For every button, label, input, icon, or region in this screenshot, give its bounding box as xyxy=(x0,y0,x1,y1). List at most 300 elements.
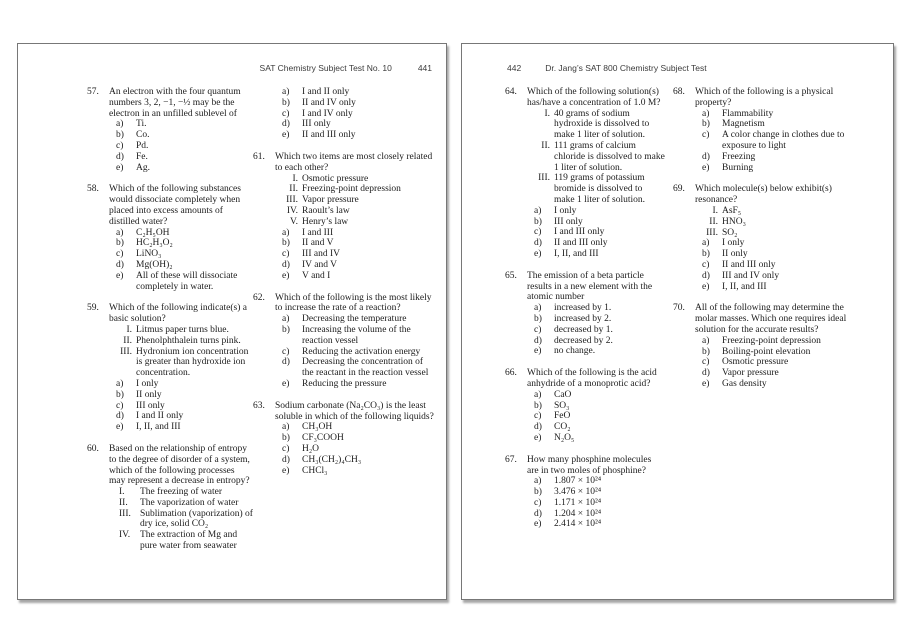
roman-item xyxy=(87,509,253,531)
question-number: 61. xyxy=(253,151,265,162)
option-letter: e) xyxy=(702,378,710,389)
option-text: III only xyxy=(302,119,331,130)
roman-item xyxy=(253,184,434,195)
option-letter: b) xyxy=(282,238,290,249)
question-stem: Which of the following substances would dissociate completely when placed into excess amounts of distilled water? xyxy=(109,184,241,227)
option-item xyxy=(253,228,434,239)
question-64 xyxy=(505,87,665,260)
roman-numeral: I. xyxy=(119,487,125,498)
option-text: Decreasing the temperature xyxy=(302,314,407,325)
option-text: Vapor pressure xyxy=(722,368,779,379)
option-text: CHCl₃ xyxy=(302,465,328,476)
option-letter: d) xyxy=(116,259,124,270)
option-letter: c) xyxy=(116,249,124,260)
option-item xyxy=(253,466,434,477)
option-text: CH₃(CH₂)₄CH₃ xyxy=(302,454,362,465)
option-text: HC₂H₃O₂ xyxy=(136,238,173,249)
page-columns xyxy=(462,87,893,541)
question-63 xyxy=(253,401,434,477)
option-item xyxy=(253,347,434,358)
option-letter: a) xyxy=(534,205,542,216)
option-letter: a) xyxy=(282,227,290,238)
option-letter: c) xyxy=(534,411,542,422)
option-item xyxy=(87,249,253,260)
roman-item xyxy=(673,206,851,217)
question-number: 60. xyxy=(87,443,99,454)
option-item xyxy=(87,141,253,152)
question-68 xyxy=(673,87,851,173)
option-item xyxy=(505,401,665,412)
option-text: Fe. xyxy=(136,151,148,162)
option-item xyxy=(505,433,665,444)
option-item xyxy=(253,260,434,271)
option-item xyxy=(673,109,851,120)
question-number: 67. xyxy=(505,454,517,465)
option-text: A color change in clothes due to exposure to light xyxy=(722,130,845,151)
option-item xyxy=(673,260,851,271)
option-text: decreased by 2. xyxy=(554,335,613,346)
question-65 xyxy=(505,271,665,357)
option-item xyxy=(505,487,665,498)
option-item xyxy=(505,422,665,433)
option-letter: a) xyxy=(282,422,290,433)
option-letter: e) xyxy=(534,248,542,259)
option-item xyxy=(87,163,253,174)
option-letter: a) xyxy=(116,227,124,238)
question-head xyxy=(505,368,665,390)
option-text: Flammability xyxy=(722,108,774,119)
option-text: I only xyxy=(136,378,159,389)
option-item xyxy=(673,152,851,163)
option-letter: d) xyxy=(282,357,290,368)
option-item xyxy=(87,130,253,141)
question-stem: Which two items are most closely related to each other? xyxy=(275,151,433,173)
option-text: II and III only xyxy=(302,130,356,141)
question-head xyxy=(505,87,665,109)
question-stem: Which of the following is the acid anhydride of a monoprotic acid? xyxy=(527,368,657,389)
option-letter: c) xyxy=(282,346,290,357)
roman-numeral: V. xyxy=(289,216,298,227)
question-stem: Which of the following is the most likely to increase the rate of a reaction? xyxy=(275,292,432,314)
option-text: All of these will dissociate completely in water. xyxy=(136,270,238,292)
roman-item xyxy=(87,498,253,509)
option-item xyxy=(505,336,665,347)
option-letter: c) xyxy=(282,443,290,454)
question-stem: An electron with the four quantum numbers 3, 2, −1, −½ may be the electron in an unfilled sublevel of xyxy=(109,87,241,119)
option-letter: d) xyxy=(534,238,542,249)
question-number: 58. xyxy=(87,184,99,195)
option-text: Freezing xyxy=(722,151,756,162)
option-item xyxy=(253,249,434,260)
option-item xyxy=(673,271,851,282)
option-text: Gas density xyxy=(722,378,767,389)
option-letter: a) xyxy=(702,238,710,249)
question-66 xyxy=(505,368,665,444)
option-item xyxy=(87,228,253,239)
roman-numeral: III. xyxy=(119,508,131,519)
option-text: I, II, and III xyxy=(554,248,599,259)
option-letter: d) xyxy=(702,270,710,281)
question-number: 68. xyxy=(673,87,685,97)
option-text: N₂O₅ xyxy=(554,432,575,443)
option-text: Ag. xyxy=(136,162,150,173)
option-item xyxy=(253,98,434,109)
option-item xyxy=(253,314,434,325)
option-item xyxy=(673,347,851,358)
question-head xyxy=(673,303,851,335)
roman-numeral: I. xyxy=(712,205,718,216)
question-continuation-60 xyxy=(253,87,434,141)
option-item xyxy=(253,271,434,282)
question-60 xyxy=(87,444,253,552)
option-item xyxy=(253,379,434,390)
option-text: Burning xyxy=(722,162,754,173)
option-item xyxy=(505,206,665,217)
option-letter: a) xyxy=(534,389,542,400)
option-item xyxy=(505,498,665,509)
option-item xyxy=(505,249,665,260)
option-text: Mg(OH)₂ xyxy=(136,259,173,270)
roman-text: Raoult’s law xyxy=(302,205,350,216)
question-number: 62. xyxy=(253,292,265,303)
option-letter: c) xyxy=(116,140,124,151)
question-stem: Which molecule(s) below exhibit(s) resonance? xyxy=(695,184,832,206)
option-letter: b) xyxy=(534,313,542,324)
roman-text: HNO₃ xyxy=(722,216,746,227)
option-text: Boiling-point elevation xyxy=(722,346,811,357)
column-right xyxy=(253,87,434,563)
option-item xyxy=(87,271,253,293)
option-text: 1.807 × 10²⁴ xyxy=(554,476,602,487)
option-letter: b) xyxy=(116,238,124,249)
page-441 xyxy=(17,43,447,600)
roman-text: Phenolphthalein turns pink. xyxy=(136,335,241,346)
option-item xyxy=(87,411,253,422)
option-item xyxy=(505,519,665,530)
roman-numeral: III. xyxy=(706,227,718,238)
running-header-title: Dr. Jang’s SAT 800 Chemistry Subject Test xyxy=(545,63,707,73)
option-letter: e) xyxy=(534,519,542,530)
question-head xyxy=(87,444,253,487)
option-text: II and V xyxy=(302,238,334,249)
question-head xyxy=(505,271,665,303)
question-number: 69. xyxy=(673,184,685,195)
option-item xyxy=(673,238,851,249)
question-number: 64. xyxy=(505,87,517,97)
option-item xyxy=(87,401,253,412)
option-letter: c) xyxy=(534,227,542,238)
option-item xyxy=(673,368,851,379)
roman-item xyxy=(505,173,665,205)
option-item xyxy=(253,357,434,379)
option-item xyxy=(87,260,253,271)
roman-numeral: I. xyxy=(126,324,132,335)
roman-text: Hydronium ion concentration is greater than hydroxide ion concentration. xyxy=(136,346,249,379)
option-item xyxy=(87,152,253,163)
option-letter: c) xyxy=(282,108,290,119)
option-text: II only xyxy=(722,249,748,260)
roman-item xyxy=(253,195,434,206)
option-item xyxy=(505,303,665,314)
roman-numeral: I. xyxy=(544,108,550,119)
option-text: I and II only xyxy=(136,411,184,422)
running-header-title: SAT Chemistry Subject Test No. 10 xyxy=(259,63,392,73)
option-text: II and IV only xyxy=(302,97,356,108)
question-head xyxy=(505,455,665,477)
roman-numeral: II. xyxy=(709,216,718,227)
option-text: CH₃OH xyxy=(302,422,333,433)
option-text: I, II, and III xyxy=(722,281,767,292)
question-stem: Sodium carbonate (Na₂CO₃) is the least soluble in which of the following liquids? xyxy=(275,400,434,422)
option-letter: d) xyxy=(702,151,710,162)
question-number: 70. xyxy=(673,303,685,314)
roman-numeral: II. xyxy=(119,497,128,508)
option-item xyxy=(505,346,665,357)
option-letter: d) xyxy=(282,119,290,130)
option-letter: b) xyxy=(534,216,542,227)
roman-item xyxy=(253,206,434,217)
roman-item xyxy=(505,141,665,173)
option-text: I and III only xyxy=(554,227,605,238)
question-61 xyxy=(253,152,434,282)
option-item xyxy=(673,336,851,347)
question-head xyxy=(673,184,851,206)
option-letter: e) xyxy=(282,270,290,281)
option-item xyxy=(673,119,851,130)
roman-item xyxy=(673,228,851,239)
option-text: FeO xyxy=(554,411,571,422)
question-62 xyxy=(253,293,434,390)
option-text: I only xyxy=(722,238,745,249)
option-letter: c) xyxy=(534,497,542,508)
roman-numeral: III. xyxy=(538,173,550,184)
option-letter: e) xyxy=(282,130,290,141)
option-item xyxy=(505,325,665,336)
option-letter: e) xyxy=(116,270,124,281)
roman-numeral: II. xyxy=(541,140,550,151)
option-letter: a) xyxy=(116,378,124,389)
question-stem: All of the following may determine the molar masses. Which one requires ideal solution for the accurate results? xyxy=(695,303,847,335)
option-letter: b) xyxy=(534,487,542,498)
question-stem: How many phosphine molecules are in two moles of phosphine? xyxy=(527,454,652,476)
option-item xyxy=(87,379,253,390)
question-stem: The emission of a beta particle results in a new element with the atomic number xyxy=(527,270,653,303)
question-57 xyxy=(87,87,253,173)
option-letter: e) xyxy=(116,422,124,433)
roman-numeral: I. xyxy=(292,173,298,184)
option-item xyxy=(505,227,665,238)
option-text: V and I xyxy=(302,270,331,281)
option-letter: b) xyxy=(702,119,710,130)
roman-text: The extraction of Mg and pure water from seawater xyxy=(140,530,238,552)
option-text: III and IV xyxy=(302,249,340,260)
roman-text: Henry’s law xyxy=(302,216,349,227)
option-letter: d) xyxy=(116,411,124,422)
option-text: III only xyxy=(136,400,165,411)
option-text: I and II only xyxy=(302,87,350,97)
question-stem: Which of the following indicate(s) a basic solution? xyxy=(109,303,247,325)
option-letter: b) xyxy=(282,97,290,108)
roman-numeral: IV. xyxy=(119,530,131,541)
question-head xyxy=(87,303,253,325)
running-header xyxy=(462,63,893,74)
roman-numeral: IV. xyxy=(286,205,298,216)
question-head xyxy=(87,87,253,119)
roman-text: AsF₅ xyxy=(722,205,742,216)
option-text: I, II, and III xyxy=(136,422,181,433)
option-text: I and III xyxy=(302,227,334,238)
option-item xyxy=(673,357,851,368)
option-text: IV and V xyxy=(302,259,338,270)
option-text: Osmotic pressure xyxy=(722,357,789,368)
option-item xyxy=(253,130,434,141)
option-text: CF₃COOH xyxy=(302,433,344,444)
roman-text: 111 grams of calcium chloride is dissolved to make 1 liter of solution. xyxy=(554,140,665,173)
roman-item xyxy=(87,347,253,379)
option-text: CaO xyxy=(554,389,572,400)
option-letter: d) xyxy=(116,151,124,162)
option-letter: a) xyxy=(116,119,124,130)
question-stem: Which of the following is a physical property? xyxy=(695,87,834,108)
option-text: SO₃ xyxy=(554,400,570,411)
option-item xyxy=(673,282,851,293)
option-letter: e) xyxy=(702,162,710,173)
column-left xyxy=(505,87,665,541)
option-text: I only xyxy=(554,205,577,216)
option-letter: c) xyxy=(702,130,710,141)
option-text: II only xyxy=(136,389,162,400)
option-letter: c) xyxy=(116,400,124,411)
option-text: 1.204 × 10²⁴ xyxy=(554,508,602,519)
question-head xyxy=(253,401,434,423)
option-letter: a) xyxy=(282,314,290,325)
option-text: decreased by 1. xyxy=(554,324,613,335)
option-text: Reducing the activation energy xyxy=(302,346,421,357)
option-item xyxy=(505,217,665,228)
option-item xyxy=(253,238,434,249)
roman-item xyxy=(87,487,253,498)
option-text: III and IV only xyxy=(722,270,780,281)
option-letter: a) xyxy=(702,108,710,119)
page-columns xyxy=(18,87,446,563)
roman-text: The vaporization of water xyxy=(140,497,239,508)
option-item xyxy=(505,509,665,520)
option-text: Co. xyxy=(136,130,150,141)
option-letter: b) xyxy=(534,400,542,411)
question-stem: Which of the following solution(s) has/have a concentration of 1.0 M? xyxy=(527,87,661,108)
option-item xyxy=(253,422,434,433)
option-text: II and III only xyxy=(554,238,608,249)
option-text: H₂O xyxy=(302,443,320,454)
question-number: 57. xyxy=(87,87,99,97)
question-number: 65. xyxy=(505,270,517,281)
roman-text: 40 grams of sodium hydroxide is dissolved to make 1 liter of solution. xyxy=(554,108,650,141)
question-head xyxy=(87,184,253,227)
option-letter: b) xyxy=(702,249,710,260)
option-item xyxy=(505,476,665,487)
page-number: 441 xyxy=(417,63,432,73)
option-item xyxy=(673,379,851,390)
page-number: 442 xyxy=(507,63,522,73)
roman-numeral: II. xyxy=(123,335,132,346)
option-item xyxy=(505,238,665,249)
roman-text: 119 grams of potassium bromide is dissolved to make 1 liter of solution. xyxy=(554,173,646,205)
question-head xyxy=(673,87,851,109)
option-item xyxy=(87,119,253,130)
option-letter: e) xyxy=(116,162,124,173)
option-letter: e) xyxy=(282,378,290,389)
question-69 xyxy=(673,184,851,292)
option-item xyxy=(87,390,253,401)
question-70 xyxy=(673,303,851,389)
running-header xyxy=(18,63,446,74)
option-text: 3.476 × 10²⁴ xyxy=(554,487,602,498)
option-text: Freezing-point depression xyxy=(722,335,821,346)
roman-item xyxy=(505,109,665,141)
option-text: 2.414 × 10²⁴ xyxy=(554,519,602,530)
option-text: I and IV only xyxy=(302,108,353,119)
option-item xyxy=(505,390,665,401)
option-item xyxy=(253,109,434,120)
option-text: Magnetism xyxy=(722,119,765,130)
option-text: III only xyxy=(554,216,583,227)
option-text: Increasing the volume of the reaction vessel xyxy=(302,324,411,346)
roman-numeral: III. xyxy=(286,195,298,206)
roman-text: Osmotic pressure xyxy=(302,173,369,184)
roman-item xyxy=(87,325,253,336)
question-number: 59. xyxy=(87,303,99,314)
roman-text: The freezing of water xyxy=(140,487,223,498)
option-letter: d) xyxy=(534,335,542,346)
roman-text: Freezing-point depression xyxy=(302,184,401,195)
option-letter: a) xyxy=(534,303,542,314)
question-67 xyxy=(505,455,665,531)
option-text: Pd. xyxy=(136,140,149,151)
option-text: CO₂ xyxy=(554,422,571,433)
roman-numeral: II. xyxy=(289,184,298,195)
question-number: 63. xyxy=(253,400,265,411)
option-item xyxy=(673,249,851,260)
roman-item xyxy=(253,217,434,228)
option-text: Reducing the pressure xyxy=(302,378,387,389)
page-442 xyxy=(461,43,894,600)
option-text: C₂H₅OH xyxy=(136,227,170,238)
option-item xyxy=(87,238,253,249)
option-item xyxy=(253,455,434,466)
option-text: increased by 2. xyxy=(554,313,612,324)
roman-text: Vapor pressure xyxy=(302,195,359,206)
option-letter: e) xyxy=(534,346,542,357)
option-item xyxy=(673,130,851,152)
option-letter: c) xyxy=(534,324,542,335)
option-letter: a) xyxy=(702,335,710,346)
option-item xyxy=(673,163,851,174)
question-head xyxy=(253,152,434,174)
option-text: Decreasing the concentration of the reactant in the reaction vessel xyxy=(302,357,429,379)
column-left xyxy=(87,87,253,563)
option-item xyxy=(505,411,665,422)
option-letter: c) xyxy=(702,259,710,270)
option-item xyxy=(253,444,434,455)
question-59 xyxy=(87,303,253,433)
option-letter: e) xyxy=(534,432,542,443)
option-letter: d) xyxy=(534,508,542,519)
option-text: Ti. xyxy=(136,119,147,130)
option-letter: a) xyxy=(282,87,290,97)
option-letter: a) xyxy=(534,476,542,487)
option-letter: c) xyxy=(702,357,710,368)
option-item xyxy=(87,422,253,433)
